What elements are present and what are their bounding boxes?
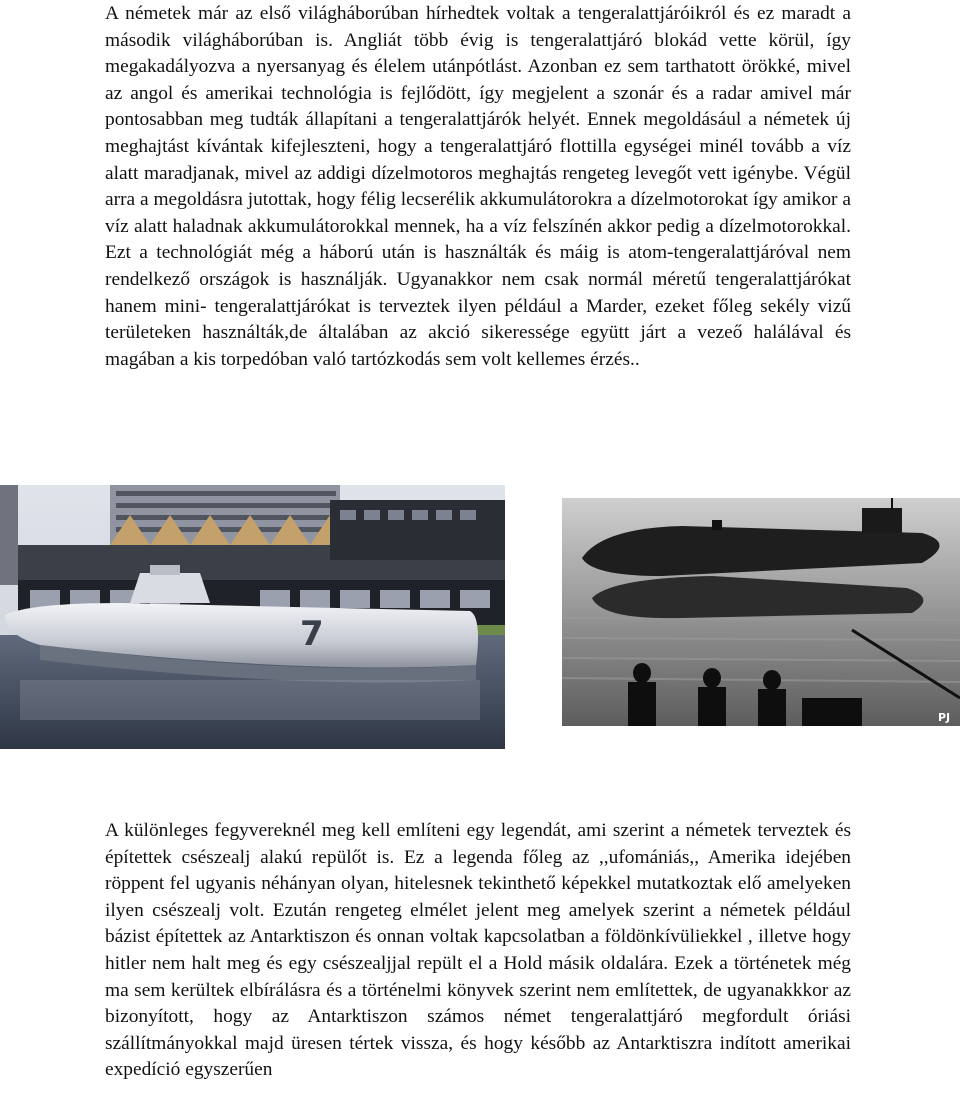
hull-number: 7: [300, 614, 324, 654]
mini-submarine-photo: [562, 498, 960, 726]
paragraph-uboats: A németek már az első világháborúban hírhedtek voltak a tengeralattjáróikról és ez maradt a második világháborúban is. Angliát több évig is tengeralattjáró blokád vette körül, így megakadályozva a nyersanyag és élelem utánpótlást. Azonban ez sem tarthatott örökké, mivel az angol és amerikai technológia is fejlődött, így megjelent a szonár és a radar amivel már pontosabban meg tudták állapítani a tengeralattjárók helyét. Ennek megoldásául a németek új meghajtást kívántak kifejleszteni, hogy a tengeralattjáró flottilla egységei minél tovább a víz alatt maradjanak, mivel az addigi dízelmotoros meghajtás rengeteg levegőt vett igénybe. Végül arra a megoldásra jutottak, hogy félig lecserélik akkumulátorokra a dízelmotorokat így amikor a víz alatt haladnak akkumulátorokkal mennek, ha a víz felszínén akkor pedig a dízelmotorokkal. Ezt a technológiát még a háború után is használták és máig is atom-tengeralattjáróval nem rendelkező országok is használják. Ugyanakkor nem csak normál méretű tengeralattjárókat hanem mini- tengeralattjárókat is terveztek ilyen például a Marder, ezeket főleg sekély vizű területeken használták,de általában az akció sikeressége együtt járt a vezeő halálával és magában a kis torpedóban való tartózkodás sem volt kellemes érzés..: [105, 3, 851, 370]
submarine-museum-photo: [0, 485, 505, 749]
paragraph-saucer-legend: A különleges fegyvereknél meg kell említeni egy legendát, ami szerint a németek terveztek és építettek csészealj alakú repülőt is. Ez a legenda főleg az ,,ufomániás,, Amerika idejében röppent fel ugyanis néhányan olyan, hitelesnek tekinthető képekkel mutatkoztak elő amelyeken ilyen csészealj volt. Ezután rengeteg elmélet jelent meg amelyek szerint a németek például bázist építettek az Antarktiszon és onnan voltak kapcsolatban a földönkívüliekkel , illetve hogy hitler nem halt meg és egy csészealjjal repült el a Hold másik oldalára. Ezek a történetek még ma sem kerültek elbírálásra és a történelmi könyvek szerint nem említettek, de ugyanakkkor az bizonyított, hogy az Antarktiszon számos német tengeralattjáró megfordult óriási szállítmányokkal majd üresen tértek vissza, és hogy később az Antarktiszra indított amerikai expedíció egyszerűen: [105, 820, 851, 1081]
photo-watermark: PJ: [938, 711, 951, 724]
